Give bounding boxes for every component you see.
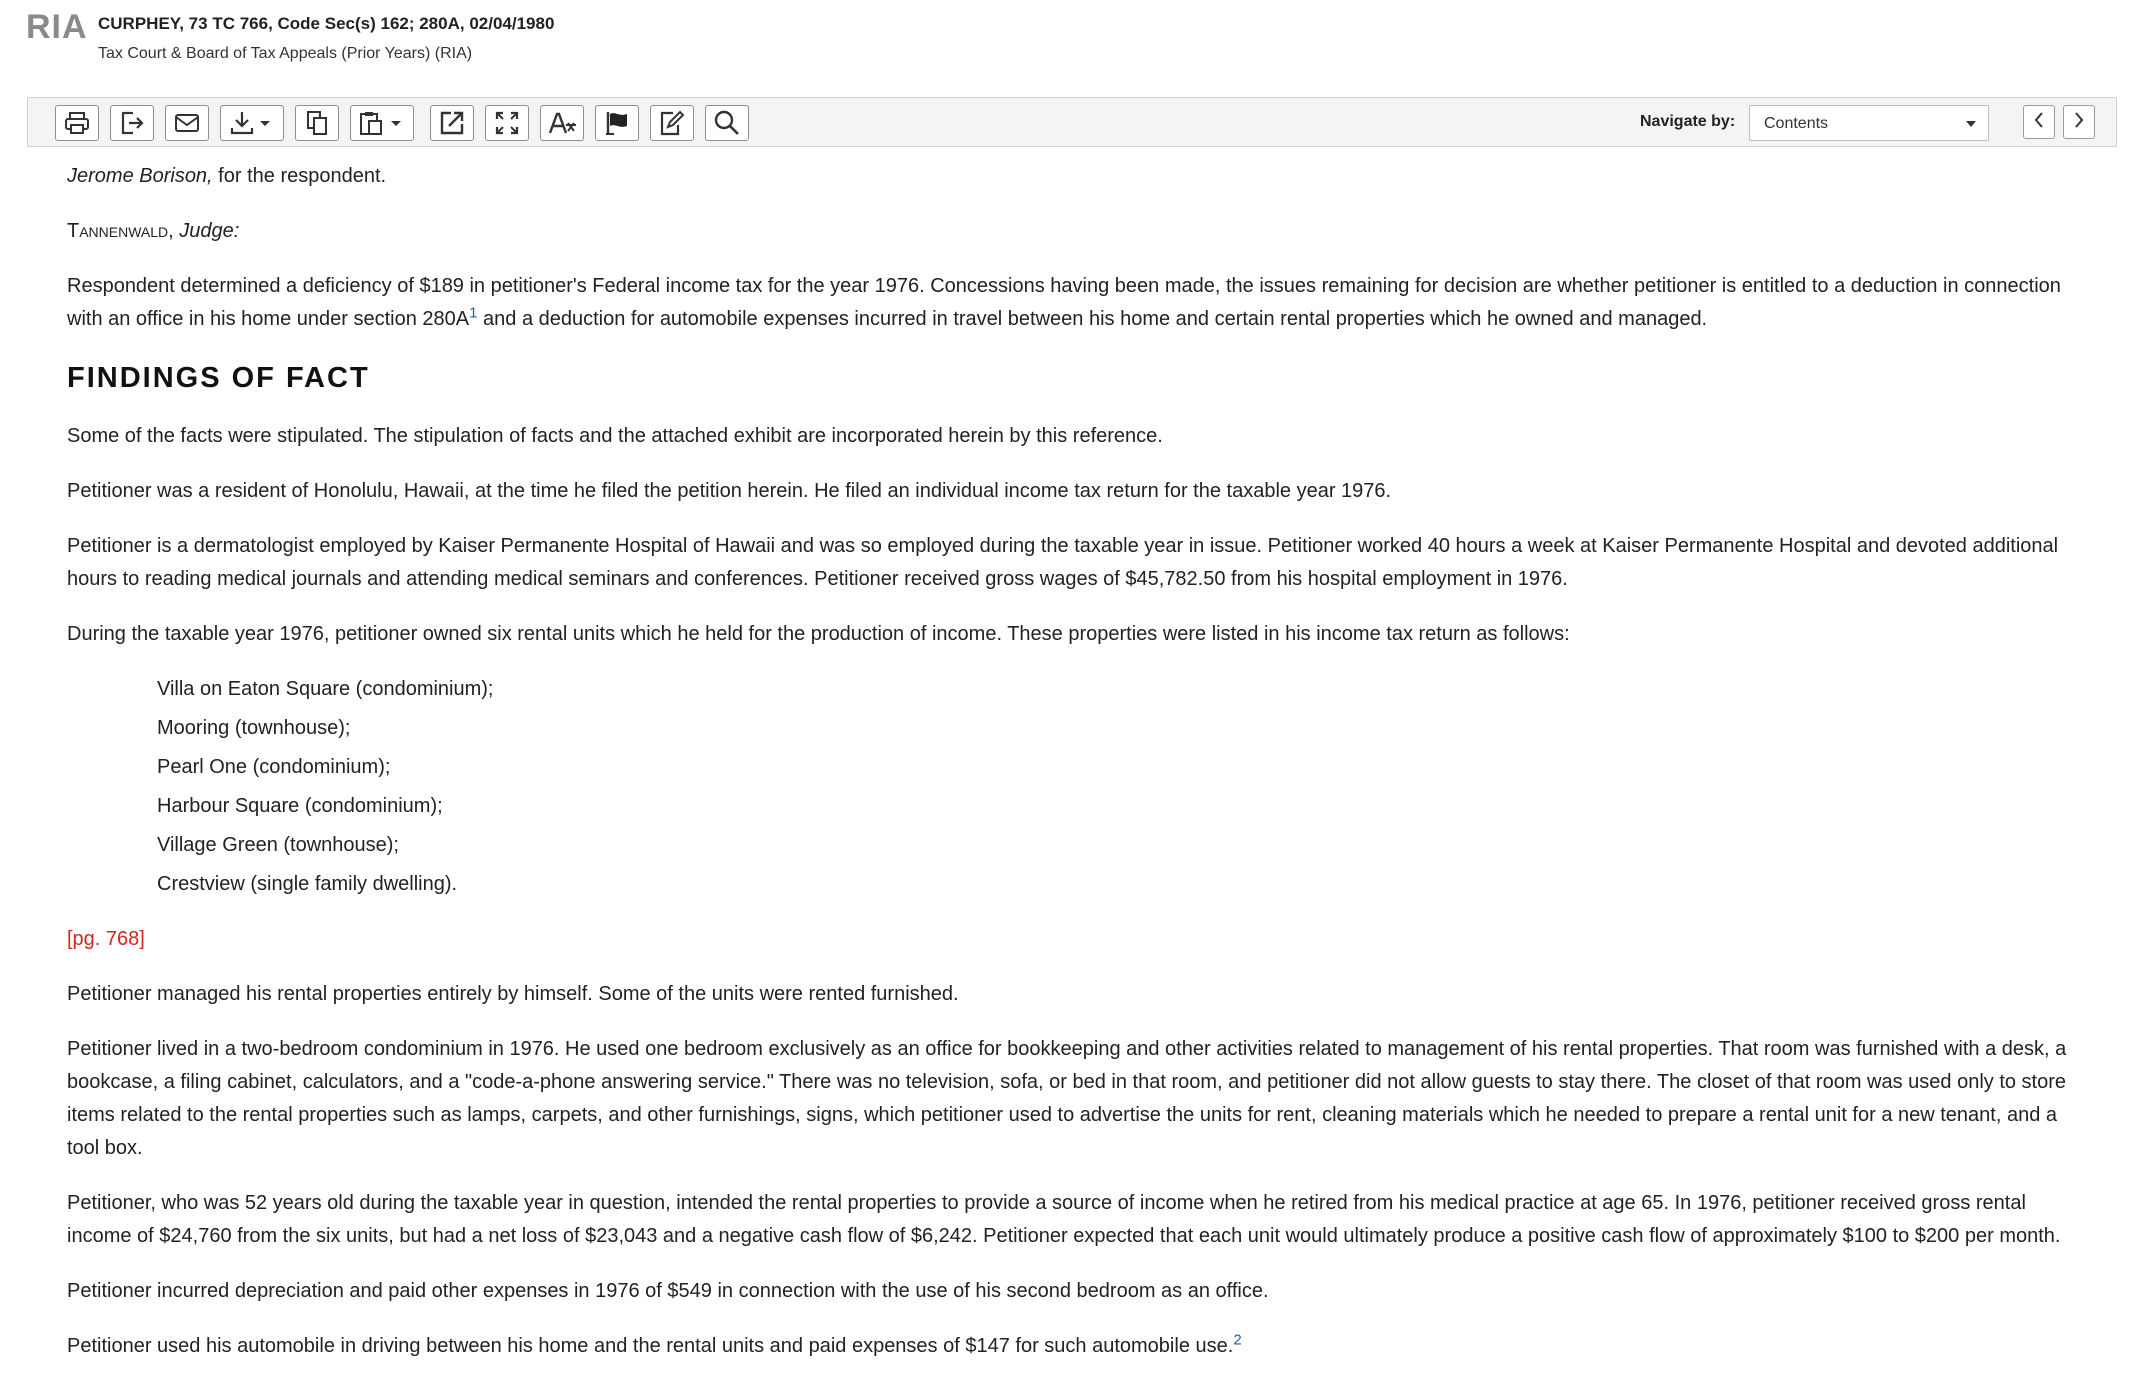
property-item: Villa on Eaton Square (condominium); bbox=[157, 678, 494, 700]
previous-button[interactable] bbox=[2023, 105, 2055, 139]
navigate-by-select[interactable] bbox=[1749, 105, 1989, 141]
paragraph-intro: Respondent determined a deficiency of $189 in petitioner's Federal income tax for the year 1976. Concessions having been made, the issues remaining for decision are whether petitioner is entitled to a deduction in connection with an office in his home under section 280A$^1$ and a deduction for automobile expenses incurred in travel between his home and certain rental properties which he owned and managed. bbox=[67, 275, 2061, 330]
property-item: Mooring (townhouse); bbox=[157, 717, 351, 739]
search-icon bbox=[714, 110, 740, 136]
copy-button[interactable] bbox=[295, 105, 339, 141]
counsel-line: Jerome Borison, for the respondent. bbox=[67, 165, 387, 187]
paragraph: Petitioner incurred depreciation and paid other expenses in 1976 of $549 in connection with the use of his second bedroom as an office. bbox=[67, 1280, 1269, 1302]
property-list bbox=[67, 673, 2087, 901]
clipboard-dropdown-button[interactable] bbox=[350, 105, 414, 141]
export-button[interactable] bbox=[110, 105, 154, 141]
chevron-left-icon bbox=[2033, 111, 2045, 134]
chevron-right-icon bbox=[2073, 111, 2085, 134]
property-item: Pearl One (condominium); bbox=[157, 756, 391, 778]
ria-logo: RIA bbox=[26, 8, 88, 46]
fullscreen-button[interactable] bbox=[485, 105, 529, 141]
note-edit-button[interactable] bbox=[650, 105, 694, 141]
judge-title: Judge: bbox=[179, 220, 240, 242]
property-item: Harbour Square (condominium); bbox=[157, 795, 443, 817]
download-dropdown-button[interactable] bbox=[220, 105, 284, 141]
chevron-down-icon bbox=[1966, 121, 1976, 127]
next-button[interactable] bbox=[2063, 105, 2095, 139]
print-icon bbox=[64, 111, 90, 135]
download-icon bbox=[230, 110, 274, 136]
text-size-icon bbox=[548, 111, 576, 135]
paragraph: Petitioner is a dermatologist employed by Kaiser Permanente Hospital of Hawaii and was so employed during the taxable year in issue. Petitioner worked 40 hours a week at Kaiser Permanente Hospital and devoted additional hours to reading medical journals and attending medical seminars and conferences. Petitioner received gross wages of $45,782.50 from his hospital employment in 1976. bbox=[67, 535, 2059, 590]
fullscreen-icon bbox=[495, 111, 519, 135]
paragraph: Petitioner, who was 52 years old during the taxable year in question, intended the rental properties to provide a source of income when he retired from his medical practice at age 65. In 1976, petitioner received gross rental income of $24,760 from the six units, but had a net loss of $23,043 and a negative cash flow of $6,242. Petitioner expected that each unit would ultimately produce a positive cash flow of approximately $100 to $200 per month. bbox=[67, 1192, 2061, 1247]
note-edit-icon bbox=[659, 110, 685, 136]
paragraph: Petitioner lived in a two-bedroom condominium in 1976. He used one bedroom exclusively as an office for bookkeeping and other activities related to management of his rental properties. That room was furnished with a desk, a bookcase, a filing cabinet, calculators, and a "code-a-phone answering service." There was no television, sofa, or bed in that room, and petitioner did not allow guests to stay there. The closet of that room was used only to store items related to the rental properties such as lamps, carpets, and other furnishings, signs, which petitioner used to advertise the units for rent, cleaning materials which he needed to prepare a rental unit for a new tenant, and a tool box. bbox=[67, 1038, 2067, 1159]
flag-icon bbox=[604, 110, 630, 136]
property-item: Village Green (townhouse); bbox=[157, 834, 399, 856]
email-button[interactable] bbox=[165, 105, 209, 141]
export-icon bbox=[119, 110, 145, 136]
search-button[interactable] bbox=[705, 105, 749, 141]
judge-name: Tannenwald bbox=[67, 220, 169, 242]
email-icon bbox=[174, 113, 200, 133]
footnote-link-1[interactable]: 1 bbox=[469, 304, 478, 322]
open-external-icon bbox=[439, 110, 465, 136]
open-external-button[interactable] bbox=[430, 105, 474, 141]
property-item: Crestview (single family dwelling). bbox=[157, 873, 458, 895]
paragraph: Some of the facts were stipulated. The stipulation of facts and the attached exhibit are incorporated herein by this reference. bbox=[67, 425, 1163, 447]
document-body bbox=[67, 160, 2087, 1385]
copy-icon bbox=[305, 110, 329, 136]
navigate-by-label: Navigate by: bbox=[1640, 113, 1736, 130]
document-header bbox=[0, 0, 2149, 96]
navigate-by-value: Contents bbox=[1764, 115, 1829, 132]
page-reference: [pg. 768] bbox=[67, 928, 145, 950]
counsel-name: Jerome Borison, bbox=[67, 165, 213, 187]
document-source: Tax Court & Board of Tax Appeals (Prior Years) (RIA) bbox=[98, 45, 473, 62]
paragraph-automobile: Petitioner used his automobile in driving between his home and the rental units and paid expenses of $147 for such automobile use.$^2$ bbox=[67, 1331, 1242, 1357]
print-button[interactable] bbox=[55, 105, 99, 141]
text-size-button[interactable] bbox=[540, 105, 584, 141]
clipboard-icon bbox=[359, 110, 405, 136]
paragraph: Petitioner was a resident of Honolulu, Hawaii, at the time he filed the petition herein. He filed an individual income tax return for the taxable year 1976. bbox=[67, 480, 1392, 502]
judge-line: Tannenwald, Judge: bbox=[67, 220, 240, 242]
flag-button[interactable] bbox=[595, 105, 639, 141]
document-title: CURPHEY, 73 TC 766, Code Sec(s) 162; 280A, 02/04/1980 bbox=[98, 14, 555, 33]
document-toolbar bbox=[27, 97, 2117, 147]
section-heading: FINDINGS OF FACT bbox=[67, 362, 370, 394]
footnote-link-2[interactable]: 2 bbox=[1233, 1331, 1242, 1349]
paragraph: During the taxable year 1976, petitioner owned six rental units which he held for the production of income. These properties were listed in his income tax return as follows: bbox=[67, 623, 1570, 645]
paragraph: Petitioner managed his rental properties entirely by himself. Some of the units were rented furnished. bbox=[67, 983, 959, 1005]
